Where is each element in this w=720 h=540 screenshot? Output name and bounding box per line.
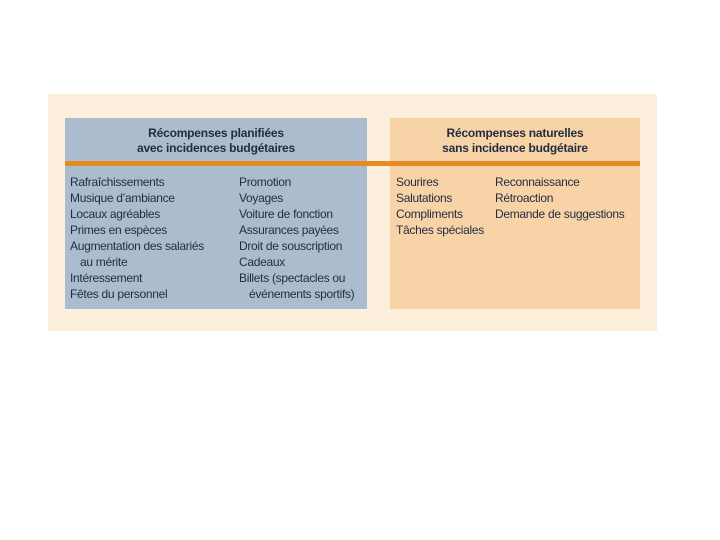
planned-rewards-header: [65, 118, 367, 164]
list-item: Rétroaction: [495, 191, 554, 205]
natural-rewards-panel: [390, 118, 640, 309]
list-item: événements sportifs): [249, 287, 355, 301]
natural-rewards-title-line1: Récompenses naturelles: [446, 126, 584, 140]
list-item: Reconnaissance: [495, 175, 580, 189]
list-item: Musique d’ambiance: [70, 191, 175, 205]
natural-rewards-list-2: [495, 174, 625, 222]
planned-rewards-title-line2: avec incidences budgétaires: [136, 141, 295, 155]
planned-rewards-title-line1: Récompenses planifiées: [148, 126, 284, 140]
planned-rewards-list-1: [70, 174, 204, 302]
orange-divider: [65, 161, 640, 166]
natural-rewards-header: [390, 118, 640, 164]
list-item: Rafraîchissements: [70, 175, 165, 189]
list-item: Augmentation des salariés: [70, 239, 204, 253]
list-item: Demande de suggestions: [495, 207, 625, 221]
list-item: Assurances payées: [239, 223, 339, 237]
list-item: Fêtes du personnel: [70, 287, 168, 301]
list-item: Promotion: [239, 175, 291, 189]
list-item: Intéressement: [70, 271, 143, 285]
list-item: Salutations: [396, 191, 453, 205]
rewards-figure: [48, 94, 657, 331]
list-item: Voyages: [239, 191, 283, 205]
list-item: Compliments: [396, 207, 463, 221]
list-item: au mérite: [80, 255, 128, 269]
natural-rewards-list-1: [396, 174, 484, 238]
list-item: Tâches spéciales: [396, 223, 484, 237]
natural-rewards-title-line2: sans incidence budgétaire: [442, 141, 588, 155]
planned-rewards-list-2: [239, 174, 354, 302]
list-item: Voiture de fonction: [239, 207, 333, 221]
list-item: Locaux agréables: [70, 207, 160, 221]
list-item: Primes en espèces: [70, 223, 167, 237]
planned-rewards-panel: [65, 118, 367, 309]
list-item: Droit de souscription: [239, 239, 343, 253]
list-item: Cadeaux: [239, 255, 285, 269]
list-item: Sourires: [396, 175, 439, 189]
list-item: Billets (spectacles ou: [239, 271, 346, 285]
